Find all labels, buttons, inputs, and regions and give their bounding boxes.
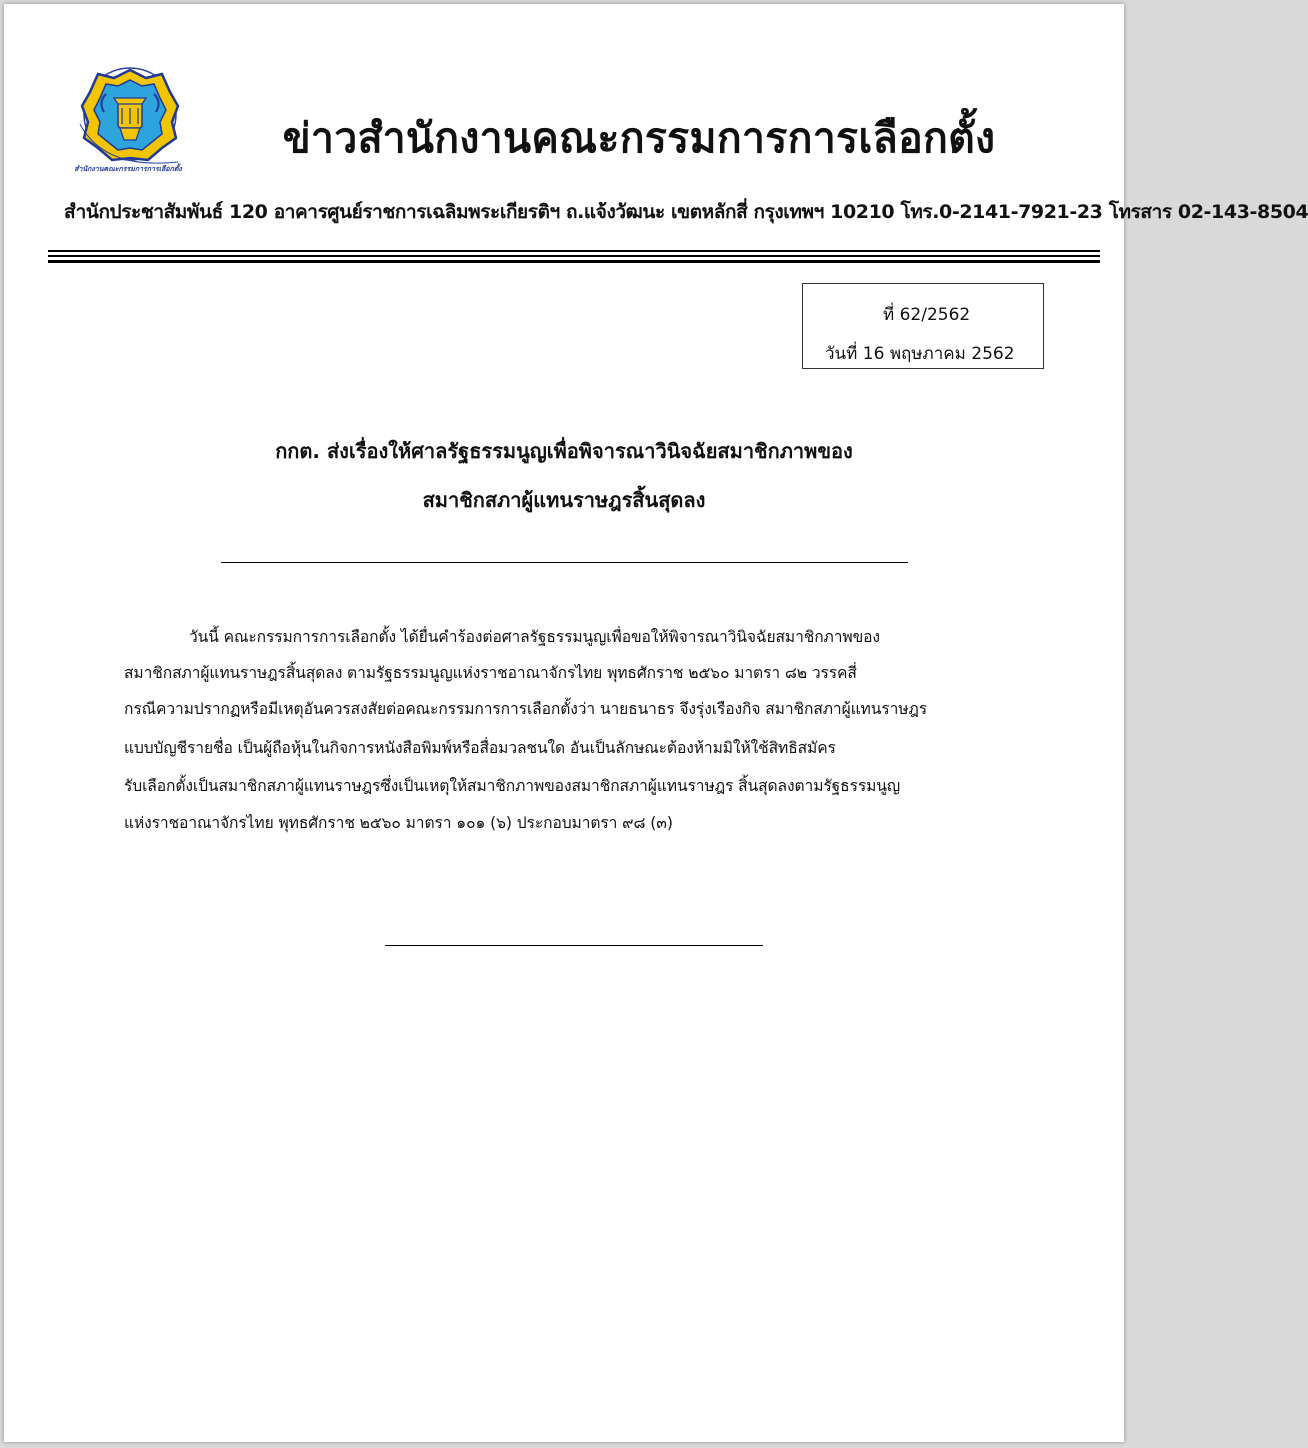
reference-number: ที่ 62/2562 bbox=[883, 305, 971, 325]
closing-separator bbox=[385, 945, 763, 946]
body-line: วันนี้ คณะกรรมการการเลือกตั้ง ได้ยื่นคำร้องต่อศาลรัฐธรรมนูญเพื่อขอให้พิจารณาวินิจฉัยสมาชิกภาพของ bbox=[189, 628, 880, 646]
headline-separator bbox=[221, 562, 908, 563]
header-rule-top bbox=[48, 250, 1100, 252]
election-commission-emblem-icon bbox=[74, 62, 186, 174]
body-line: แห่งราชอาณาจักรไทย พุทธศักราช ๒๕๖๐ มาตรา ๑๐๑ (๖) ประกอบมาตรา ๙๘ (๓) bbox=[124, 814, 673, 832]
reference-box bbox=[802, 283, 1044, 369]
agency-header-title: ข่าวสำนักงานคณะกรรมการการเลือกตั้ง bbox=[282, 114, 996, 162]
body-line: สมาชิกสภาผู้แทนราษฎรสิ้นสุดลง ตามรัฐธรรมนูญแห่งราชอาณาจักรไทย พุทธศักราช ๒๕๖๐ มาตรา ๘๒ วรรคสี่ bbox=[124, 664, 857, 682]
headline-line-1: กกต. ส่งเรื่องให้ศาลรัฐธรรมนูญเพื่อพิจารณาวินิจฉัยสมาชิกภาพของ bbox=[275, 439, 853, 463]
headline-line-2: สมาชิกสภาผู้แทนราษฎรสิ้นสุดลง bbox=[422, 488, 706, 512]
emblem-caption: สำนักงานคณะกรรมการการเลือกตั้ง bbox=[74, 165, 182, 173]
body-line: กรณีความปรากฏหรือมีเหตุอันควรสงสัยต่อคณะกรรมการการเลือกตั้งว่า นายธนาธร จึงรุ่งเรืองกิจ สมาชิกสภาผู้แทนราษฎร bbox=[124, 700, 928, 718]
header-rule-bottom bbox=[48, 260, 1100, 263]
agency-address-line: สำนักประชาสัมพันธ์ 120 อาคารศูนย์ราชการเฉลิมพระเกียรติฯ ถ.แจ้งวัฒนะ เขตหลักสี่ กรุงเทพฯ 10210 โทร.0-2141-7921-23 โทรสาร 02-143-8504 bbox=[64, 201, 1308, 223]
body-line: รับเลือกตั้งเป็นสมาชิกสภาผู้แทนราษฎรซึ่งเป็นเหตุให้สมาชิกภาพของสมาชิกสภาผู้แทนราษฎร สิ้นสุดลงตามรัฐธรรมนูญ bbox=[124, 777, 901, 795]
press-release-page bbox=[4, 4, 1308, 1442]
header-rule-middle bbox=[48, 255, 1100, 257]
body-line: แบบบัญชีรายชื่อ เป็นผู้ถือหุ้นในกิจการหนังสือพิมพ์หรือสื่อมวลชนใด อันเป็นลักษณะต้องห้ามมิให้ใช้สิทธิสมัคร bbox=[124, 739, 836, 757]
reference-date: วันที่ 16 พฤษภาคม 2562 bbox=[825, 344, 1015, 364]
